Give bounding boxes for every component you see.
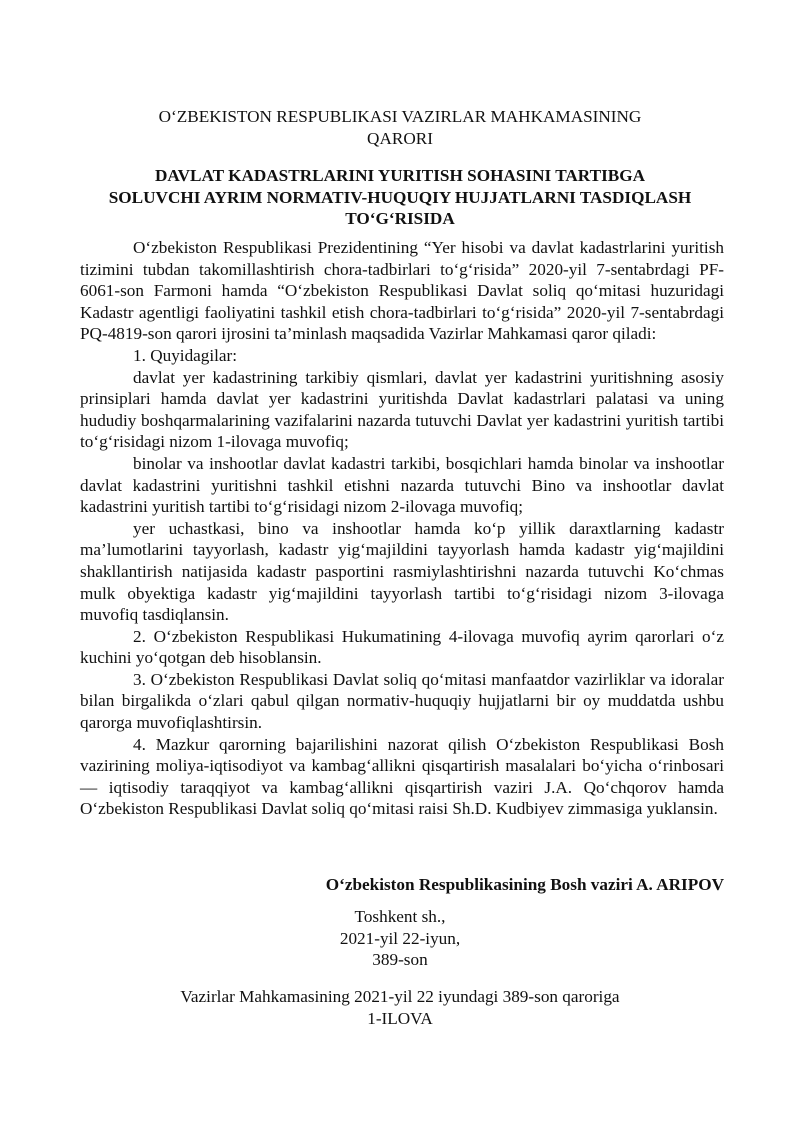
place-and-date <box>200 906 600 971</box>
issuer-line-2: QARORI <box>367 128 433 148</box>
item-1-clause-land-cadastre: davlat yer kadastrining tarkibiy qismlari, davlat yer kadastrini yuritishning asosiy prinsiplari hamda davlat yer kadastrini yuritishda Davlat kadastrlari palatasi va uning hududiy boshqarmalarining vazifalarini nazarda tutuvchi Davlat yer kadastrini yuritish tartibi to‘g‘risidagi nizom 1-ilovaga muvofiq; <box>80 367 724 452</box>
item-3-paragraph: 3. O‘zbekiston Respublikasi Davlat soliq qo‘mitasi manfaatdor vazirliklar va idoralar bilan birgalikda o‘zlari qabul qilgan normativ-huquqiy hujjatlarni bir oy muddatda ushbu qarorga muvofiqlashtirsin. <box>80 669 724 733</box>
signature-line: O‘zbekiston Respublikasining Bosh vaziri A. ARIPOV <box>325 875 724 894</box>
issuer-heading <box>80 106 720 149</box>
preamble-paragraph: O‘zbekiston Respublikasi Prezidentining “Yer hisobi va davlat kadastrlarini yuritish tizimini tubdan takomillashtirish chora-tadbirlari to‘g‘risida” 2020-yil 7-sentabrdagi PF-6061-son Farmoni hamda “O‘zbekiston Respublikasi Davlat soliq qo‘mitasi huzuridagi Kadastr agentligi faoliyatini tashkil etish chora-tadbirlari to‘g‘risida” 2020-yil 7-sentabrdagi PQ-4819-son qarori ijrosini ta’minlash maqsadida Vazirlar Mahkamasi qaror qiladi: <box>80 238 724 344</box>
item-1-clause-cadastral-file: yer uchastkasi, bino va inshootlar hamda ko‘p yillik daraxtlarning kadastr ma’lumotlarini tayyorlash, kadastr yig‘majildini tayyorlash hamda kadastr yig‘majildini shakllantirish natijasida kadastr pasportini rasmiylashtirishni nazarda tutuvchi Ko‘chmas mulk obyektiga kadastr yig‘majildini tayyorlash tartibi to‘g‘risidagi nizom 3-ilovaga muvofiq tasdiqlansin. <box>80 518 724 625</box>
document-title <box>80 165 720 230</box>
annex-heading <box>80 986 720 1029</box>
place-city: Toshkent sh., <box>354 907 446 926</box>
title-line-2: SOLUVCHI AYRIM NORMATIV-HUQUQIY HUJJATLARNI TASDIQLASH <box>108 187 692 207</box>
place-date: 2021-yil 22-iyun, <box>339 928 461 948</box>
item-1-clause-buildings-cadastre: binolar va inshootlar davlat kadastri tarkibi, bosqichlari hamda binolar va inshootlar davlat kadastrini yuritishni tashkil etishni nazarda tutuvchi Bino va inshootlar davlat kadastrini yuritish tartibi to‘g‘risidagi nizom 2-ilovaga muvofiq; <box>80 453 724 517</box>
issuer-line-1: O‘ZBEKISTON RESPUBLIKASI VAZIRLAR MAHKAMASINING <box>158 107 642 126</box>
document-body <box>80 237 724 820</box>
annex-line-1: Vazirlar Mahkamasining 2021-yil 22 iyundagi 389-son qaroriga <box>180 987 620 1006</box>
title-line-1: DAVLAT KADASTRLARINI YURITISH SOHASINI TARTIBGA <box>155 166 645 185</box>
annex-line-2: 1-ILOVA <box>367 1008 433 1028</box>
item-4-paragraph: 4. Mazkur qarorning bajarilishini nazorat qilish O‘zbekiston Respublikasi Bosh vazirining moliya-iqtisodiyot va kambag‘allikni qisqartirish masalalari bo‘yicha o‘rinbosari — iqtisodiy taraqqiyot va kambag‘allikni qisqartirish vaziri J.A. Qo‘chqorov hamda O‘zbekiston Respublikasi Davlat soliq qo‘mitasi raisi Sh.D. Kudbiyev zimmasiga yuklansin. <box>80 734 724 819</box>
item-1-heading: 1. Quyidagilar: <box>133 345 238 365</box>
title-line-3: TO‘G‘RISIDA <box>345 209 455 229</box>
item-2-paragraph: 2. O‘zbekiston Respublikasi Hukumatining 4-ilovaga muvofiq ayrim qarorlari o‘z kuchini yo‘qotgan deb hisoblansin. <box>80 626 724 668</box>
document-number: 389-son <box>372 950 428 970</box>
